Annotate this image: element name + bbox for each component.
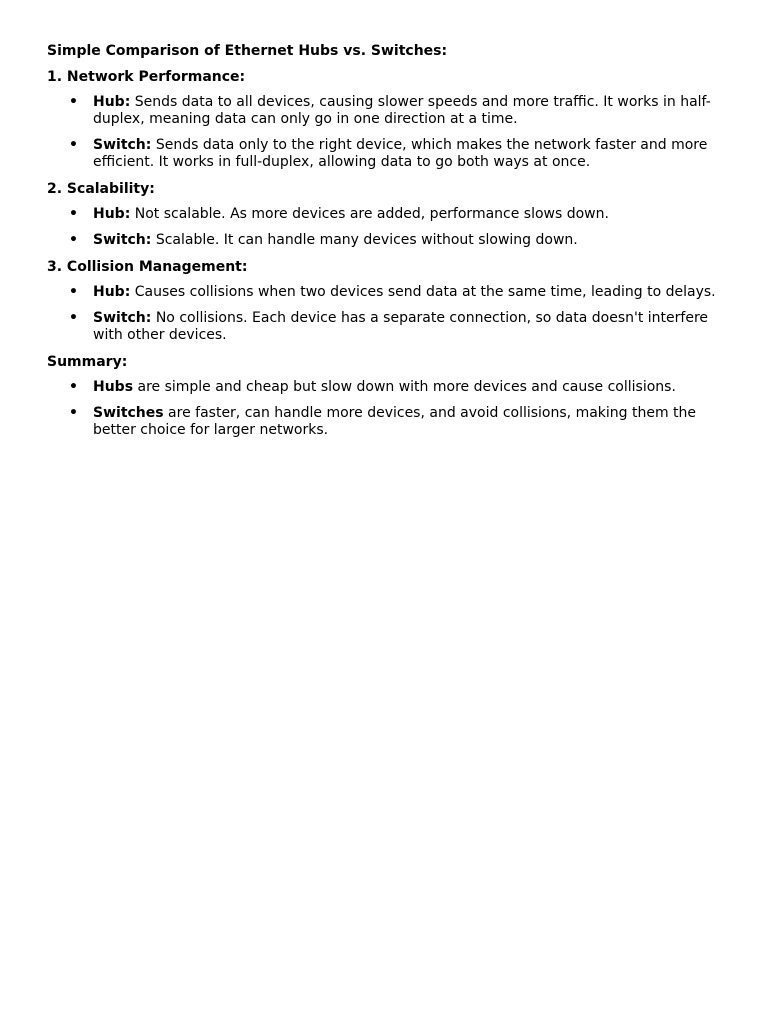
list-item-text: Sends data only to the right device, which makes the network faster and more efficient. It works in full-duplex, allowing data to go both ways at once. [93,137,708,170]
list-item-term: Hub: [93,284,131,300]
list-item [47,379,720,396]
scalability-list [47,206,720,249]
list-item [47,284,720,301]
list-item [47,137,720,171]
bullet-icon: • [69,94,78,110]
list-item-text: No collisions. Each device has a separate connection, so data doesn't interfere with other devices. [93,310,709,343]
list-item-term: Hub: [93,206,131,222]
list-item-term: Switches [93,405,164,421]
collision-list [47,284,720,344]
list-item-term: Hub: [93,94,131,110]
list-item [47,232,720,249]
list-item [47,310,720,344]
section-heading-collision: 3. Collision Management: [47,259,248,275]
bullet-icon: • [69,379,78,395]
list-item-text: Sends data to all devices, causing slower speeds and more traffic. It works in half-duplex, meaning data can only go in one direction at a time. [93,94,711,127]
section-heading-summary: Summary: [47,354,128,370]
document-title: Simple Comparison of Ethernet Hubs vs. Switches: [47,43,448,59]
bullet-icon: • [69,310,78,326]
list-item-text: Scalable. It can handle many devices without slowing down. [151,232,578,248]
bullet-icon: • [69,206,78,222]
section-heading-performance: 1. Network Performance: [47,69,246,85]
list-item-term: Hubs [93,379,134,395]
list-item [47,94,720,128]
summary-list [47,379,720,439]
list-item-text: Causes collisions when two devices send data at the same time, leading to delays. [130,284,716,300]
list-item-term: Switch: [93,232,152,248]
bullet-icon: • [69,284,78,300]
bullet-icon: • [69,137,78,153]
list-item-text: are simple and cheap but slow down with more devices and cause collisions. [133,379,676,395]
list-item-term: Switch: [93,310,152,326]
section-heading-scalability: 2. Scalability: [47,181,155,197]
performance-list [47,94,720,171]
list-item [47,206,720,223]
document-page [0,0,768,439]
list-item-text: Not scalable. As more devices are added, performance slows down. [130,206,609,222]
list-item [47,405,720,439]
bullet-icon: • [69,232,78,248]
list-item-term: Switch: [93,137,152,153]
list-item-text: are faster, can handle more devices, and avoid collisions, making them the better choice for larger networks. [93,405,697,438]
bullet-icon: • [69,405,78,421]
